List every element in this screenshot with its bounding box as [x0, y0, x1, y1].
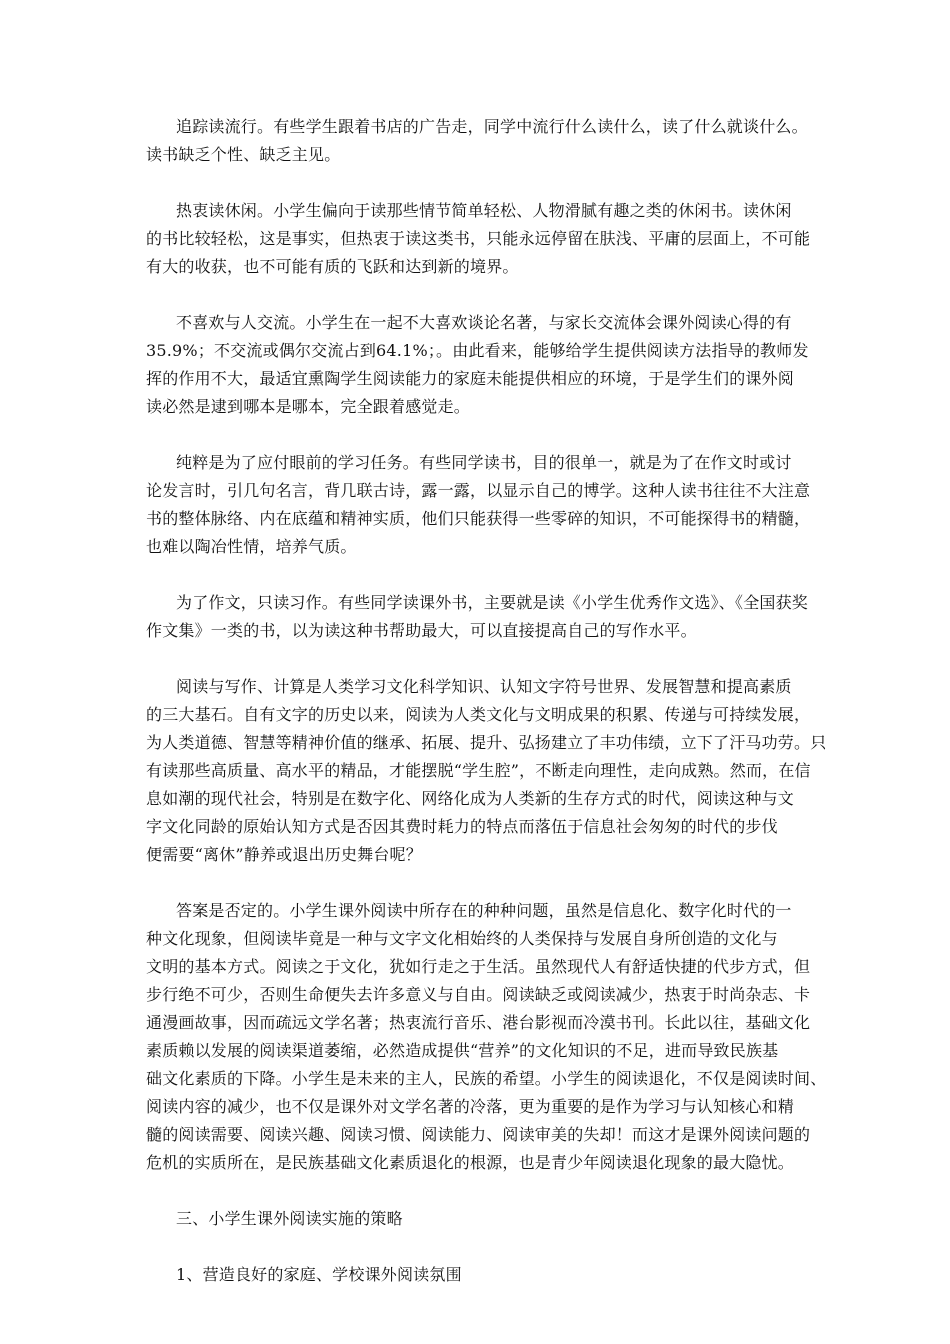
- paragraph-line: 危机的实质所在，是民族基础文化素质退化的根源，也是青少年阅读退化现象的最大隐忧。: [146, 1153, 795, 1172]
- paragraph-line: 也难以陶冶性情，培养气质。: [146, 537, 357, 556]
- section-heading: 三、小学生课外阅读实施的策略: [176, 1209, 403, 1228]
- paragraph-line: 纯粹是为了应付眼前的学习任务。有些同学读书，目的很单一，就是为了在作文时或讨: [176, 453, 792, 472]
- paragraph-line: 步行绝不可少，否则生命便失去许多意义与自由。阅读缺乏或阅读减少，热衷于时尚杂志、卡: [146, 985, 811, 1004]
- paragraph-line: 热衷读休闲。小学生偏向于读那些情节简单轻松、人物滑腻有趣之类的休闲书。读休闲: [176, 201, 792, 220]
- paragraph-line: 素质赖以发展的阅读渠道萎缩，必然造成提供“营养”的文化知识的不足，进而导致民族基: [146, 1041, 779, 1060]
- paragraph-follow-trends: [146, 113, 806, 169]
- paragraph-line: 有大的收获，也不可能有质的飞跃和达到新的境界。: [146, 257, 519, 276]
- paragraph-line: 的书比较轻松，这是事实，但热衷于读这类书，只能永远停留在肤浅、平庸的层面上，不可能: [146, 229, 811, 248]
- paragraph-line: 书的整体脉络、内在底蕴和精神实质，他们只能获得一些零碎的知识，不可能探得书的精髓，: [146, 509, 811, 528]
- paragraph-no-exchange: [146, 309, 809, 421]
- paragraph-line: 阅读与写作、计算是人类学习文化科学知识、认知文字符号世界、发展智慧和提高素质: [176, 677, 792, 696]
- paragraph-line: 便需要“离休”静养或退出历史舞台呢？: [146, 845, 422, 864]
- paragraph-line: 不喜欢与人交流。小学生在一起不大喜欢谈论名著，与家长交流体会课外阅读心得的有: [176, 313, 792, 332]
- paragraph-line: 阅读内容的减少，也不仅是课外对文学名著的冷落，更为重要的是作为学习与认知核心和精: [146, 1097, 795, 1116]
- paragraph-line: 字文化同龄的原始认知方式是否因其费时耗力的特点而落伍于信息社会匆匆的时代的步伐: [146, 817, 778, 836]
- paragraph-line: 读书缺乏个性、缺乏主见。: [146, 145, 341, 164]
- paragraph-line: 追踪读流行。有些学生跟着书店的广告走，同学中流行什么读什么，读了什么就谈什么。: [176, 117, 808, 136]
- paragraph-line: 35.9%；不交流或偶尔交流占到64.1%；。由此看来，能够给学生提供阅读方法指导的教师发: [146, 341, 809, 360]
- paragraph-line: 论发言时，引几句名言，背几联古诗，露一露，以显示自己的博学。这种人读书往往不大注意: [146, 481, 811, 500]
- paragraph-reading-foundation: [146, 673, 827, 869]
- paragraph-line: 挥的作用不大，最适宜熏陶学生阅读能力的家庭未能提供相应的环境，于是学生们的课外阅: [146, 369, 795, 388]
- paragraph-answer: [146, 897, 827, 1177]
- paragraph-line: 作文集》一类的书，以为读这种书帮助最大，可以直接提高自己的写作水平。: [146, 621, 697, 640]
- paragraph-line: 为人类道德、智慧等精神价值的继承、拓展、提升、弘扬建立了丰功伟绩，立下了汗马功劳。只: [146, 733, 827, 752]
- paragraph-line: 为了作文，只读习作。有些同学读课外书，主要就是读《小学生优秀作文选》、《全国获奖: [176, 593, 809, 612]
- paragraph-line: 髓的阅读需要、阅读兴趣、阅读习惯、阅读能力、阅读审美的失却！而这才是课外阅读问题的: [146, 1125, 811, 1144]
- document-body: [146, 113, 827, 1317]
- paragraph-line: 息如潮的现代社会，特别是在数字化、网络化成为人类新的生存方式的时代，阅读这种与文: [146, 789, 795, 808]
- paragraph-line: 读必然是逮到哪本是哪本，完全跟着感觉走。: [146, 397, 471, 416]
- paragraph-composition-only: [146, 589, 809, 645]
- paragraph-line: 文明的基本方式。阅读之于文化，犹如行走之于生活。虽然现代人有舒适快捷的代步方式，但: [146, 957, 811, 976]
- subsection-heading: 1、营造良好的家庭、学校课外阅读氛围: [176, 1265, 462, 1284]
- paragraph-study-tasks: [146, 449, 811, 561]
- paragraph-line: 础文化素质的下降。小学生是未来的主人，民族的希望。小学生的阅读退化，不仅是阅读时间、: [146, 1069, 827, 1088]
- paragraph-line: 的三大基石。自有文字的历史以来，阅读为人类文化与文明成果的积累、传递与可持续发展，: [146, 705, 811, 724]
- paragraph-line: 有读那些高质量、高水平的精品，才能摆脱“学生腔”，不断走向理性，走向成熟。然而，在信: [146, 761, 811, 780]
- paragraph-line: 通漫画故事，因而疏远文学名著；热衷流行音乐、港台影视而冷漠书刊。长此以往，基础文化: [146, 1013, 811, 1032]
- paragraph-line: 答案是否定的。小学生课外阅读中所存在的种种问题，虽然是信息化、数字化时代的一: [176, 901, 792, 920]
- paragraph-leisure-reading: [146, 197, 811, 281]
- paragraph-line: 种文化现象，但阅读毕竟是一种与文字文化相始终的人类保持与发展自身所创造的文化与: [146, 929, 778, 948]
